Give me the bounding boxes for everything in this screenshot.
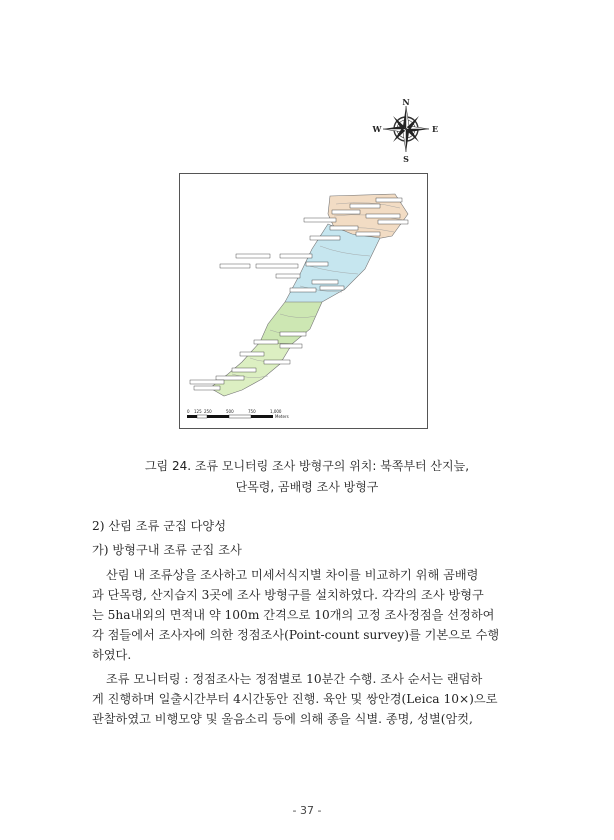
paragraph1-line2: 과 단목령, 산지습지 3곳에 조사 방형구를 설치하였다. 각각의 조사 방형구 [92, 588, 484, 602]
compass-rose-icon [371, 98, 441, 166]
paragraph1-line5: 하였다. [92, 648, 132, 662]
scale-tick-750: 750 [248, 409, 256, 414]
paragraph1-line4: 각 점들에서 조사자에 의한 정점조사(Point-count survey)를 기본으로 수행 [92, 628, 500, 642]
paragraph2-line1: 조류 모니터링 : 정점조사는 정점별로 10분간 수행. 조사 순서는 랜덤하 [106, 672, 483, 686]
paragraph2-line3: 관찰하였고 비행모양 및 울음소리 등에 의해 종을 식별. 종명, 성별(암컷, [92, 712, 473, 726]
scale-tick-0: 0 [187, 409, 190, 414]
compass-south: S [403, 154, 409, 164]
compass-west: W [372, 124, 382, 134]
page-number: - 37 - [292, 804, 322, 817]
scale-unit: Meters [275, 414, 289, 419]
scale-tick-125: 125 [194, 409, 202, 414]
compass-east: E [431, 124, 439, 134]
subsection-heading: 가) 방형구내 조류 군집 조사 [92, 543, 242, 557]
scale-tick-500: 500 [226, 409, 234, 414]
section-heading: 2) 산림 조류 군집 다양성 [92, 519, 226, 533]
figure-caption-line2: 단목령, 곰배령 조사 방형구 [235, 480, 379, 494]
paragraph1-line1: 산림 내 조류상을 조사하고 미세서식지별 차이를 비교하기 위해 곰배령 [106, 568, 479, 582]
figure-caption-line1: 그림 24. 조류 모니터링 조사 방형구의 위치: 북쪽부터 산지늪, [144, 459, 470, 473]
compass-north: N [402, 98, 410, 107]
map-scale-bar [186, 408, 306, 424]
paragraph1-line3: 는 5ha내외의 면적내 약 100m 간격으로 10개의 고정 조사정점을 선정하여 [92, 608, 495, 622]
scale-tick-1000: 1,000 [270, 409, 282, 414]
survey-map [179, 173, 428, 429]
paragraph2-line2: 게 진행하며 일출시간부터 4시간동안 진행. 육안 및 쌍안경(Leica 10×)으로 [92, 692, 498, 706]
scale-tick-250: 250 [204, 409, 212, 414]
